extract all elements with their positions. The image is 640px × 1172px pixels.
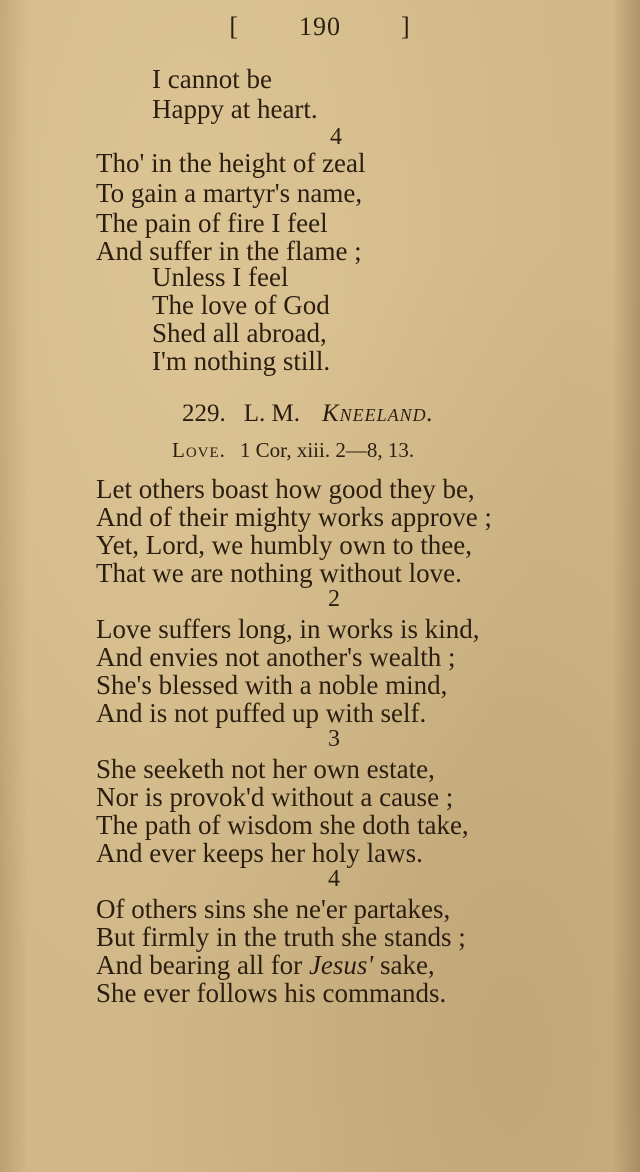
verse-line: To gain a martyr's name, xyxy=(96,178,363,208)
hymn-subject: Love. xyxy=(172,438,226,462)
verse-line: Of others sins she ne'er partakes, xyxy=(96,894,451,924)
stanza-number: 4 xyxy=(330,124,342,150)
page-header xyxy=(0,12,640,42)
verse-line: The love of God xyxy=(152,290,330,320)
verse-line: And is not puffed up with self. xyxy=(96,698,427,728)
hymn-subject-line xyxy=(172,438,414,463)
verse-line: The pain of fire I feel xyxy=(96,208,328,238)
verse-line: She ever follows his commands. xyxy=(96,978,447,1008)
left-bracket: [ xyxy=(229,12,239,41)
verse-line: But firmly in the truth she stands ; xyxy=(96,922,466,952)
verse-line: Yet, Lord, we humbly own to thee, xyxy=(96,530,472,560)
verse-line: Happy at heart. xyxy=(152,94,318,124)
verse-line: And ever keeps her holy laws. xyxy=(96,838,423,868)
stanza-number: 2 xyxy=(328,586,340,612)
verse-text: And bearing all for xyxy=(96,950,309,980)
italic-name: Jesus' xyxy=(308,950,374,980)
verse-line: Shed all abroad, xyxy=(152,318,327,348)
verse-line: And of their mighty works approve ; xyxy=(96,502,492,532)
verse-line: Unless I feel xyxy=(152,262,289,292)
verse-line: I cannot be xyxy=(152,64,272,94)
scripture-reference: 1 Cor, xiii. 2—8, 13. xyxy=(239,438,415,462)
verse-line: Nor is provok'd without a cause ; xyxy=(96,782,454,812)
hymn-meter: L. M. xyxy=(243,400,300,427)
verse-line: Tho' in the height of zeal xyxy=(96,148,366,178)
page-number: 190 xyxy=(299,12,341,41)
hymn-heading xyxy=(182,400,434,428)
verse-line: She seeketh not her own estate, xyxy=(96,754,435,784)
verse-line: Let others boast how good they be, xyxy=(96,474,475,504)
verse-line: The path of wisdom she doth take, xyxy=(96,810,469,840)
hymn-tune: Kneeland. xyxy=(322,400,434,427)
stanza-number: 3 xyxy=(328,726,340,752)
verse-line: And suffer in the flame ; xyxy=(96,236,362,266)
verse-text: sake, xyxy=(373,950,435,980)
verse-line: And envies not another's wealth ; xyxy=(96,642,456,672)
verse-line: She's blessed with a noble mind, xyxy=(96,670,448,700)
hymn-number: 229. xyxy=(182,400,226,427)
verse-line: Love suffers long, in works is kind, xyxy=(96,614,480,644)
stanza-number: 4 xyxy=(328,866,340,892)
verse-line: That we are nothing without love. xyxy=(96,558,462,588)
verse-line xyxy=(96,950,435,980)
right-bracket: ] xyxy=(401,12,411,41)
verse-line: I'm nothing still. xyxy=(152,346,331,376)
